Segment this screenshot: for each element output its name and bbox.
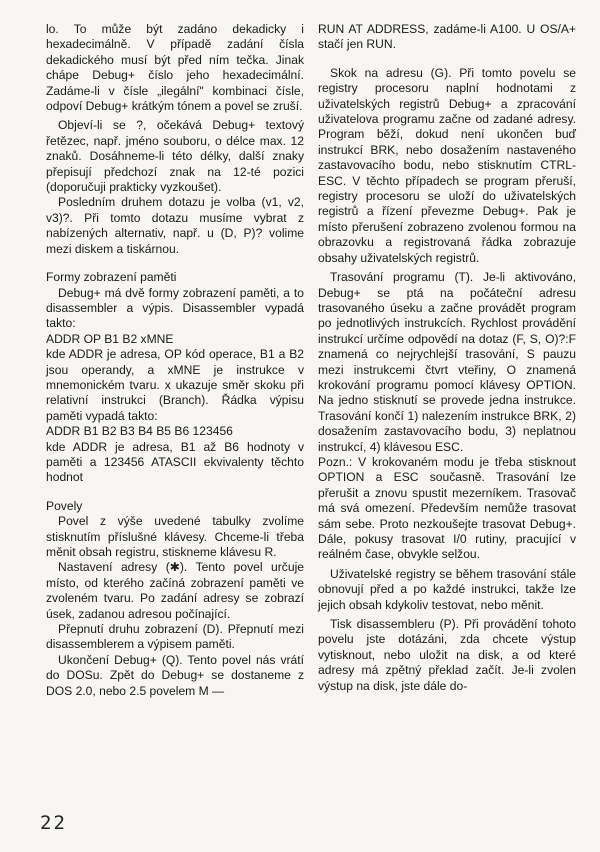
paragraph-note: Pozn.: V krokovaném modu je třeba stisknout OPTION a ESC současně. Trasování lze přerušit a znovu spustit mezerníkem. Trasovač má svá omezení. Především nemůže trasovat sám sebe. Proto nezkoušejte trasovat Debug+. Dále, pokusy trasovat I/0 rutiny, pracující v reálném čase, obvykle selžou.: [318, 454, 576, 562]
left-column: [46, 22, 304, 699]
paragraph-run-at-address: RUN AT ADDRESS, zadáme-li A100. U OS/A+ stačí jen RUN.: [318, 22, 576, 52]
paragraph-number-entry: lo. To může být zadáno dekadicky i hexadecimálně. V případě zadání čísla dekadického musí být před ním tečka. Jinak chápe Debug+ číslo jeho hexadecimální. Zadáme-li v čísle „ilegální" kombinaci čísle, odpoví Debug+ krátkým tónem a povel se zruší.: [46, 22, 304, 114]
paragraph-text-prompt: Objeví-li se ?, očekává Debug+ textový řetězec, např. jméno souboru, o délce max. 12 znaků. Dosáhneme-li této délky, další znaky přepisují předchozí znak na 12-té pozici (doporučuji prakticky vyzkoušet).: [46, 118, 304, 195]
paragraph-quit-debug: Ukončení Debug+ (Q). Tento povel nás vrátí do DOSu. Zpět do Debug+ se dostaneme z DOS 2.0, nebo 2.5 povelem M —: [46, 652, 304, 698]
paragraph-choice-prompt: Posledním druhem dotazu je volba (v1, v2, v3)?. Při tomto dotazu musíme vybrat z nabízených alternativ, např. u (D, P)? volime mezi diskem a tiskárnou.: [46, 195, 304, 256]
page-number: 22: [40, 812, 67, 834]
paragraph-dump-explanation: kde ADDR je adresa, B1 až B6 hodnoty v paměti a 123456 ATASCII ekvivalenty těchto hodnot: [46, 439, 304, 485]
paragraph-commands-intro: Povel z výše uvedené tabulky zvolíme stisknutím příslušné klávesy. Chceme-li třeba měnit obsah registru, stiskneme klávesu R.: [46, 514, 304, 559]
section-heading-memory-forms: Formy zobrazení paměti: [46, 270, 177, 285]
paragraph-trace-program: Trasování programu (T). Je-li aktivováno, Debug+ se ptá na počáteční adresu trasovaného úseku a začne provádět program po jednotlivých instrukcích. Rychlost provádění instrukcí určíme odpovědí na dotaz (F, S, O)?:F znamená co nejrychlejší trasování, S pauzu mezi instrukcemi čtvrt vteřiny, O znamená krokování programu pomocí klávesy OPTION. Na jedno stisknutí se provede jedna instrukce. Trasování končí 1) nalezením instrukce BRK, 2) dosažením zastavovacího bodu, 3) neplatnou instrukcí, 4) klávesou ESC.: [318, 270, 576, 454]
code-line-memory-dump: ADDR B1 B2 B3 B4 B5 B6 123456: [46, 424, 233, 439]
right-column: [318, 22, 576, 694]
paragraph-memory-forms: Debug+ má dvě formy zobrazení paměti, a to disassembler a výpis. Disassembler vypadá takto:: [46, 285, 304, 331]
section-heading-commands: Povely: [46, 498, 83, 513]
paragraph-disassembler-explanation: kde ADDR je adresa, OP kód operace, B1 a B2 jsou operandy, a xMNE je instrukce v mnemonickém tvaru. x ukazuje směr skoku při relativní instrukci (Branch). Řádka výpisu paměti vypadá takto:: [46, 347, 304, 423]
code-line-disassembler: ADDR OP B1 B2 xMNE: [46, 331, 174, 346]
paragraph-switch-display: Přepnutí druhu zobrazení (D). Přepnutí mezi disassemblerem a výpisem paměti.: [46, 622, 304, 652]
paragraph-set-address: Nastavení adresy (✱). Tento povel určuje místo, od kterého začíná zobrazení paměti ve zvoleném tvaru. Po zadání adresy se zobrazí úsek, zadanou adresou počínající.: [46, 560, 304, 621]
paragraph-user-registers: Uživatelské registry se během trasování stále obnovují před a po každé instrukci, takže lze jejich obsah kdykoliv testovat, nebo měnit.: [318, 566, 576, 612]
paragraph-goto-address: Skok na adresu (G). Při tomto povelu se registry procesoru naplní hodnotami z uživatelských registrů Debug+ a zpracování uživatelova programu začne od zadané adresy. Program běží, dokud není ukončen buď instrukcí BRK, nebo dosažením nastaveného zastavovacího bodu, nebo stisknutím CTRL-ESC. V těchto případech se program přeruší, registry procesoru se uloží do uživatelských registrů a řízení převezme Debug+. Pak je místo přerušení zobrazeno zvolenou formou na obrazovku a registrovaná řádka zobrazuje obsahy uživatelských registrů.: [318, 65, 576, 265]
paragraph-print-disassembler: Tisk disassembleru (P). Při provádění tohoto povelu jste dotázáni, zda chcete výstup vytisknout, nebo uložit na disk, a od které adresy má zpětný překlad začít. Je-li zvolen výstup na disk, jste dále do-: [318, 617, 576, 693]
